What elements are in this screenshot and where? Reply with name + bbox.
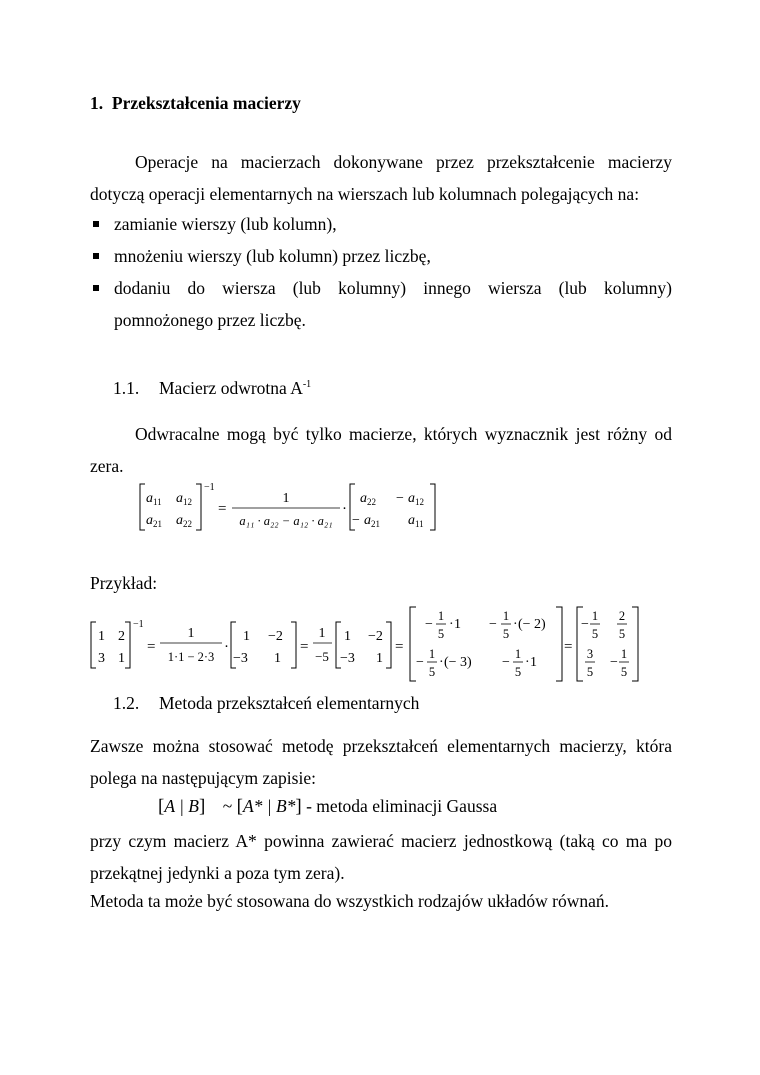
fraction-denominator: −5 bbox=[315, 649, 329, 664]
svg-text:5: 5 bbox=[514, 665, 522, 679]
svg-text:5: 5 bbox=[437, 627, 445, 641]
matrix-entry-a11: a bbox=[146, 491, 153, 506]
svg-text:1: 1 bbox=[502, 609, 510, 623]
matrix-entry: −2 bbox=[268, 629, 283, 644]
big-matrix-entry-22 bbox=[502, 647, 537, 679]
bullet-square-icon bbox=[93, 253, 99, 259]
equals-sign: = bbox=[395, 639, 404, 655]
matrix-entry: 1 bbox=[243, 629, 250, 644]
equals-sign: = bbox=[147, 639, 156, 655]
matrix-entry: −3 bbox=[233, 651, 248, 666]
matrix-entry-a21: a bbox=[146, 513, 153, 528]
fraction-denominator: a₁₁ · a₂₂ − a₁₂ · a₂₁ bbox=[239, 514, 333, 528]
big-matrix-entry-12 bbox=[489, 609, 546, 641]
fraction-numerator: 1 bbox=[318, 626, 326, 641]
svg-text:2: 2 bbox=[618, 609, 626, 623]
svg-text:5: 5 bbox=[620, 665, 628, 679]
svg-text:5: 5 bbox=[428, 665, 436, 679]
gauss-label: - metoda eliminacji Gaussa bbox=[306, 796, 498, 816]
svg-text:·: · bbox=[513, 617, 518, 632]
subscript: 11 bbox=[153, 497, 162, 507]
subsection-number: 1.1. bbox=[113, 378, 140, 398]
adjugate-entry-a22: a bbox=[360, 491, 367, 506]
section-number: 1. bbox=[90, 93, 104, 113]
svg-text:(− 2): (− 2) bbox=[518, 617, 546, 632]
identity-matrix-text: przy czym macierz A* powinna zawierać macierz jednostkową (taką co ma po przekątnej jedynki a poza tym zera). bbox=[90, 831, 672, 883]
matrix-entry: 1 bbox=[344, 629, 351, 644]
matrix-entry: 1 bbox=[376, 651, 383, 666]
svg-text:(− 3): (− 3) bbox=[444, 655, 472, 670]
matrix-entry: 3 bbox=[98, 651, 105, 666]
subsection-title: Metoda przekształceń elementarnych bbox=[159, 693, 420, 713]
invertible-text: Odwracalne mogą być tylko macierze, których wyznacznik jest różny od zera. bbox=[90, 424, 672, 476]
matrix-entry: −2 bbox=[368, 629, 383, 644]
tilde-sign: ~ bbox=[222, 796, 233, 816]
fraction-numerator: 1 bbox=[282, 491, 290, 506]
adjugate-entry-a11: a bbox=[408, 513, 415, 528]
inverse-exponent: −1 bbox=[133, 619, 144, 630]
method-usage-text: Metoda ta może być stosowana do wszystkich rodzajów układów równań. bbox=[90, 891, 610, 911]
adjugate-entry-a12: a bbox=[408, 491, 415, 506]
svg-text:·: · bbox=[439, 655, 444, 670]
subscript: 12 bbox=[415, 497, 424, 507]
adjugate-entry-a21: a bbox=[364, 513, 371, 528]
elementary-method-text: Zawsze można stosować metodę przekształceń elementarnych macierzy, która polega na następującym zapisie: bbox=[90, 736, 672, 788]
result-entry-22 bbox=[610, 647, 629, 679]
subsection-number: 1.2. bbox=[113, 693, 140, 713]
result-entry-12 bbox=[617, 609, 627, 641]
gauss-formula: [A | B] ~ [A* | B*] - metoda eliminacji Gaussa bbox=[158, 796, 498, 817]
inverse-formula bbox=[130, 478, 450, 536]
operations-list bbox=[90, 208, 672, 336]
subsection-heading bbox=[113, 693, 419, 714]
matrix-entry: 1 bbox=[98, 629, 105, 644]
svg-text:1: 1 bbox=[437, 609, 445, 623]
svg-text:−: − bbox=[425, 617, 433, 632]
result-entry-21 bbox=[585, 647, 595, 679]
matrix-entry-a12: a bbox=[176, 491, 183, 506]
subsection-title-superscript: -1 bbox=[302, 379, 312, 390]
svg-text:−: − bbox=[610, 655, 618, 670]
multiply-dot: · bbox=[342, 501, 347, 517]
svg-text:5: 5 bbox=[502, 627, 510, 641]
svg-text:−: − bbox=[502, 655, 510, 670]
svg-text:·: · bbox=[449, 617, 454, 632]
subscript: 21 bbox=[153, 519, 162, 529]
subsection-title: Macierz odwrotna A bbox=[159, 378, 303, 398]
intro-paragraph: Operacje na macierzach dokonywane przez przekształcenie macierzy dotyczą operacji elementarnych na wierszach lub kolumnach polegających na: bbox=[90, 152, 672, 204]
svg-text:5: 5 bbox=[618, 627, 626, 641]
svg-text:1: 1 bbox=[620, 647, 628, 661]
bullet-square-icon bbox=[93, 221, 99, 227]
list-item: mnożeniu wierszy (lub kolumn) przez liczbę, bbox=[90, 240, 672, 272]
matrix-entry: −3 bbox=[340, 651, 355, 666]
fraction-numerator: 1 bbox=[187, 626, 195, 641]
list-item-continuation: pomnożonego przez liczbę. bbox=[114, 310, 306, 330]
svg-text:−: − bbox=[581, 617, 589, 632]
svg-text:1: 1 bbox=[428, 647, 436, 661]
equals-sign: = bbox=[564, 639, 573, 655]
augmented-matrix-left: A | B bbox=[164, 796, 199, 816]
matrix-entry-a22: a bbox=[176, 513, 183, 528]
svg-text:5: 5 bbox=[586, 665, 594, 679]
example-formula bbox=[88, 604, 648, 684]
minus-sign: − bbox=[352, 513, 360, 528]
fraction-denominator: 1·1 − 2·3 bbox=[167, 650, 215, 664]
big-matrix-entry-21 bbox=[416, 647, 472, 679]
svg-text:1: 1 bbox=[514, 647, 522, 661]
matrix-entry: 1 bbox=[274, 651, 281, 666]
svg-text:1: 1 bbox=[454, 617, 461, 632]
big-matrix-entry-11 bbox=[425, 609, 461, 641]
subscript: 11 bbox=[415, 519, 424, 529]
svg-text:−: − bbox=[416, 655, 424, 670]
subscript: 22 bbox=[367, 497, 376, 507]
minus-sign: − bbox=[396, 491, 404, 506]
section-title: Przekształcenia macierzy bbox=[111, 93, 301, 113]
svg-text:−: − bbox=[489, 617, 497, 632]
inverse-exponent: −1 bbox=[204, 482, 215, 493]
multiply-dot: · bbox=[224, 639, 229, 655]
svg-text:·: · bbox=[525, 655, 530, 670]
augmented-matrix-right: A* | B* bbox=[242, 796, 296, 816]
section-heading bbox=[90, 93, 301, 114]
svg-text:3: 3 bbox=[586, 647, 594, 661]
svg-text:1: 1 bbox=[591, 609, 599, 623]
equals-sign: = bbox=[300, 639, 309, 655]
matrix-entry: 2 bbox=[118, 629, 125, 644]
bullet-square-icon bbox=[93, 285, 99, 291]
list-item: dodaniu do wiersza (lub kolumny) innego wiersza (lub kolumny) bbox=[90, 272, 672, 304]
list-item: zamianie wierszy (lub kolumn), bbox=[90, 208, 672, 240]
equals-sign: = bbox=[218, 501, 227, 517]
result-entry-11 bbox=[581, 609, 600, 641]
svg-text:5: 5 bbox=[591, 627, 599, 641]
subscript: 21 bbox=[371, 519, 380, 529]
subscript: 12 bbox=[183, 497, 192, 507]
example-label: Przykład: bbox=[90, 573, 158, 593]
matrix-entry: 1 bbox=[118, 651, 125, 666]
subsection-heading bbox=[113, 378, 311, 399]
svg-text:1: 1 bbox=[530, 655, 537, 670]
subscript: 22 bbox=[183, 519, 192, 529]
